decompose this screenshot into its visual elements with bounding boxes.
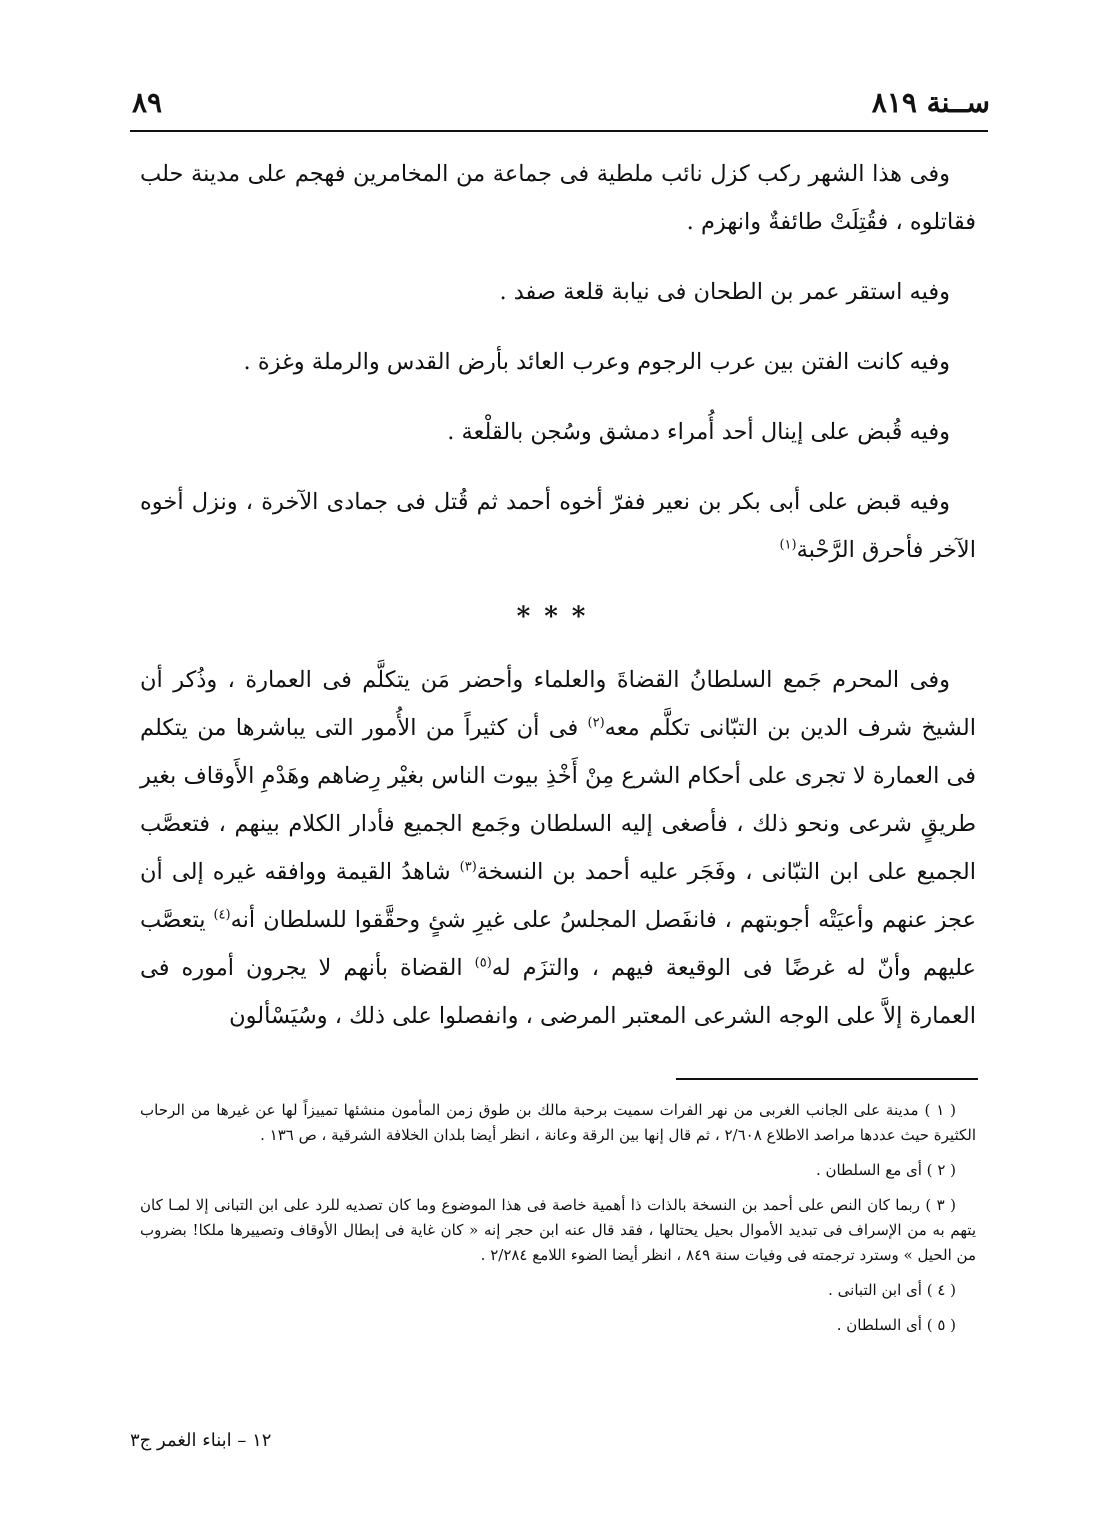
- footnote-1: ( ١ ) مدينة على الجانب الغربى من نهر الفرات سميت برحبة مالك بن طوق زمن المأمون منشئها تمييزاً لها عن غيرها من الرحاب الكثيرة حيث عددها مراصد الاطلاع ٢/٦٠٨ ، ثم قال إنها بين الرقة وعانة ، انظر أيضا بلدان الخلافة الشرقية ، ص ١٣٦ .: [140, 1101, 976, 1144]
- footnote-4: ( ٤ ) أى ابن التبانى .: [828, 1281, 956, 1299]
- paragraph-2: وفيه استقر عمر بن الطحان فى نيابة قلعة صفد .: [499, 279, 950, 305]
- section-separator: ***: [516, 602, 600, 632]
- footnote-2: ( ٢ ) أى مع السلطان .: [815, 1161, 956, 1179]
- body-text: [140, 150, 976, 1062]
- paragraph-5: [140, 478, 976, 574]
- main-segment-1: وفى المحرم جَمع السلطانُ القضاةَ والعلماء وأحضر مَن يتكلَّم فى العمارة ، وذُكر أن الشيخ شرف الدين بن التبّانى تكلَّم معه: [140, 667, 976, 741]
- footnote-ref-3: (٣): [459, 859, 477, 875]
- main-segment-4: يتعصَّب عليهم وأنّ له غرضًا فى الوقيعة فيهم ، والتزَم له: [140, 907, 976, 981]
- running-head: [132, 78, 990, 126]
- paragraph-5-text: وفيه قبض على أبى بكر بن نعير ففرّ أخوه أحمد ثم قُتل فى جمادى الآخرة ، ونزل أخوه الآخر فأحرق الرَّحْبة: [140, 489, 976, 563]
- main-segment-5: القضاة بأنهم لا يجرون أموره فى العمارة إلاَّ على الوجه الشرعى المعتبر المرضى ، وانفصلوا على ذلك ، وسُيَسْألون: [140, 955, 976, 1029]
- main-segment-3: شاهدُ القيمة ووافقه غيره إلى أن عجز عنهم وأعيَتْه أجوبتهم ، فانفَصل المجلسُ على غيرِ شئٍ وحقَّقوا للسلطان أنه: [140, 859, 976, 933]
- footnote-ref-2: (٢): [587, 715, 605, 731]
- footnote-ref-5: (٥): [474, 955, 492, 971]
- paragraph-3: وفيه كانت الفتن بين عرب الرجوم وعرب العائد بأرض القدس والرملة وغزة .: [243, 349, 950, 375]
- paragraph-1: وفى هذا الشهر ركب كزل نائب ملطية فى جماعة من المخامرين فهجم على مدينة حلب فقاتلوه ، فقُتِلَتْ طائفةٌ وانهزم .: [140, 161, 976, 235]
- page-number: ٨٩: [132, 85, 163, 119]
- year-heading: ســنة ٨١٩: [871, 85, 990, 119]
- paragraph-4: وفيه قُبض على إينال أحد أُمراء دمشق وسُجن بالقلْعة .: [447, 419, 950, 445]
- header-rule: [130, 130, 988, 132]
- main-segment-2: فى أن كثيراً من الأُمور التى يباشرها من يتكلم فى العمارة لا تجرى على أحكام الشرع مِنْ أَخْذِ بيوت الناس بغيْر رِضاهم وهَدْمِ الأَوقاف بغير طريقٍ شرعى ونحو ذلك ، فأصغى إليه السلطان وجَمع الجميع فأدار الكلام بينهم ، فتعصَّب الجميع على ابن التبّانى ، وفَجَر عليه أحمد بن النسخة: [140, 715, 976, 885]
- footnote-3: ( ٣ ) ربما كان النص على أحمد بن النسخة بالذات ذا أهمية خاصة فى هذا الموضوع وما كان تصديه للرد على ابن التبانى إلا لمـا كان يتهم به من الإسراف فى تبديد الأموال بحيل يحتالها ، فقد قال عنه ابن حجر إنه « كان غاية فى إبطال الأوقاف وتصييرها ملكا! بضروب من الحيل » وسترد ترجمته فى وفيات سنة ٨٤٩ ، انظر أيضا الضوء اللامع ٢/٢٨٤ .: [140, 1196, 976, 1264]
- paragraph-main: [140, 656, 976, 1040]
- footnote-ref-4: (٤): [213, 907, 231, 923]
- footnote-5: ( ٥ ) أى السلطان .: [836, 1316, 956, 1334]
- printer-signature: ١٢ – ابناء الغمر ج٣: [130, 1430, 272, 1451]
- footnotes: [140, 1098, 976, 1348]
- footnote-ref-1: (١): [779, 537, 797, 553]
- footnote-rule: [676, 1078, 978, 1080]
